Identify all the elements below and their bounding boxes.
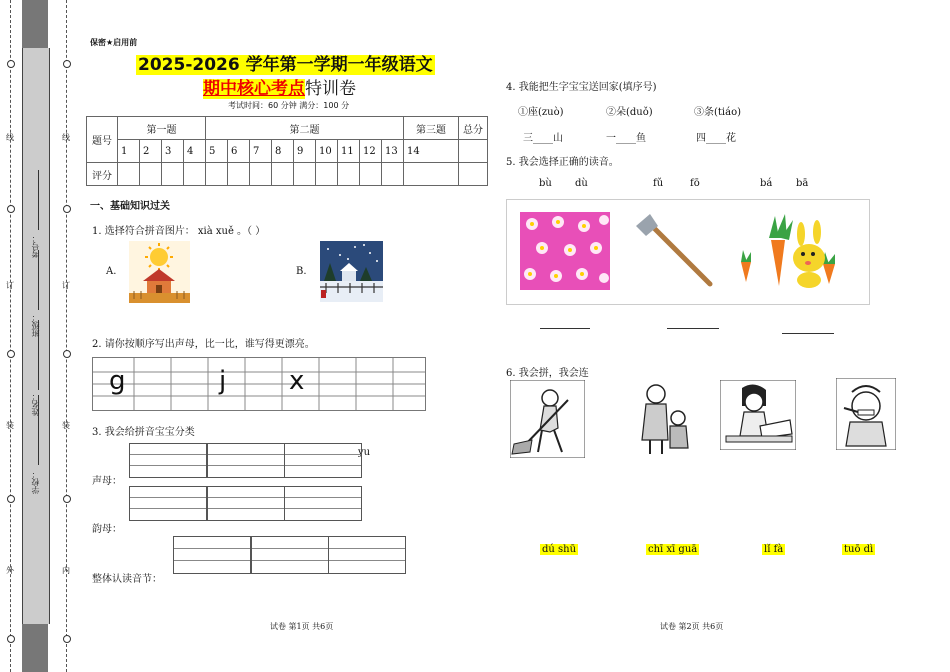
q5-answer-line[interactable] (667, 328, 719, 329)
q5-text: 5. 我会选择正确的读音。 (506, 157, 619, 168)
grandpa-child-image[interactable] (634, 380, 700, 456)
pinyin-letter: x (289, 366, 305, 396)
question-number: 13 (382, 140, 404, 163)
pinyin-letter: j (219, 366, 227, 396)
brushing-teeth-image[interactable] (836, 378, 896, 450)
initials-box[interactable] (207, 443, 285, 478)
whole-syllables-box[interactable] (328, 536, 406, 574)
seal-char: 订 (62, 281, 70, 290)
seal-circle (63, 495, 71, 503)
seal-char: 装 (62, 421, 70, 430)
q6-answer[interactable] (540, 537, 578, 556)
q3-text: 3. 我会给拼音宝宝分类 (92, 427, 195, 438)
title-line-2 (203, 74, 356, 99)
question-number: 14 (404, 140, 459, 163)
initials-box[interactable] (284, 443, 362, 478)
title-highlight: 期中核心考点 (203, 79, 305, 99)
finals-label: 韵母： (92, 524, 122, 535)
score-header-label: 题号 (87, 117, 118, 163)
snowy-night-image[interactable] (320, 241, 383, 302)
seal-char: 线 (62, 133, 70, 142)
score-header-part1: 第一题 (118, 117, 206, 140)
score-cell[interactable] (162, 163, 184, 186)
seal-char: 装 (6, 421, 14, 430)
exam-no-label: 考号： (31, 234, 40, 258)
q1-option-b-label: B. (296, 266, 307, 277)
seal-char: 订 (6, 281, 14, 290)
q6-answer-text: chī xī guā (648, 544, 698, 555)
seal-circle (63, 205, 71, 213)
q4-option: ①座(zuò) (518, 107, 564, 118)
question-number: 2 (140, 140, 162, 163)
seal-circle (63, 350, 71, 358)
score-header-part3: 第三题 (404, 117, 459, 140)
score-cell[interactable] (272, 163, 294, 186)
question-number: 5 (206, 140, 228, 163)
page1-footer: 试卷 第1页 共6页 (270, 622, 334, 631)
seal-char: 线 (6, 133, 14, 142)
school-label: 学校： (31, 470, 40, 494)
score-cell[interactable] (184, 163, 206, 186)
finals-box[interactable] (129, 486, 207, 521)
pinyin-letter: g (109, 366, 126, 396)
q6-answer-text: lǐ fà (764, 544, 784, 555)
score-cell[interactable] (360, 163, 382, 186)
score-table (86, 116, 488, 186)
score-cell[interactable] (338, 163, 360, 186)
class-field[interactable] (38, 250, 39, 310)
score-cell[interactable] (140, 163, 162, 186)
score-cell[interactable] (382, 163, 404, 186)
q5-pinyin[interactable]: bù (539, 178, 552, 189)
q5-pinyin[interactable]: bá (760, 178, 773, 189)
score-cell[interactable] (228, 163, 250, 186)
q4-text: 4. 我能把生字宝宝送回家(填序号) (506, 82, 657, 93)
seal-circle (63, 635, 71, 643)
section1-heading: 一、基础知识过关 (90, 201, 170, 212)
seal-circle (7, 205, 15, 213)
question-number: 11 (338, 140, 360, 163)
question-number: 9 (294, 140, 316, 163)
whole-syllables-label: 整体认读音节： (92, 574, 162, 585)
title-text-1: 2025-2026 学年第一学期一年级语文 (138, 55, 433, 75)
seal-char: 内 (62, 566, 70, 575)
q1-option-a-label: A. (106, 266, 117, 277)
title-rest: 特训卷 (305, 79, 356, 99)
reading-girl-image[interactable] (720, 380, 796, 450)
rabbit-radish-image[interactable] (737, 210, 843, 292)
q4-option: ②朵(duǒ) (606, 107, 653, 118)
q6-answer-text: dú shū (542, 544, 577, 555)
q5-pinyin[interactable]: fō (690, 178, 700, 189)
secret-label: 保密★启用前 (90, 38, 138, 47)
score-cell[interactable] (404, 163, 459, 186)
q5-pinyin[interactable]: fǔ (653, 178, 664, 189)
q1-text: 1. 选择符合拼音图片： xià xuě 。（ ） (92, 226, 266, 237)
q4-blank[interactable]: 一____鱼 (606, 133, 646, 144)
q5-pinyin[interactable]: bā (796, 178, 809, 189)
seal-circle (7, 350, 15, 358)
q6-answer[interactable] (646, 537, 699, 556)
question-number: 12 (360, 140, 382, 163)
finals-box[interactable] (284, 486, 362, 521)
q4-blank[interactable]: 四____花 (696, 133, 736, 144)
q2-writing-grid[interactable] (92, 357, 426, 411)
whole-syllables-box[interactable] (173, 536, 251, 574)
score-header-total: 总分 (459, 117, 488, 140)
q4-blank[interactable]: 三____山 (523, 133, 563, 144)
q6-answer[interactable] (842, 537, 875, 556)
finals-box[interactable] (207, 486, 285, 521)
sun-over-house-image[interactable] (129, 241, 190, 303)
q3-extra-letter: yu (358, 447, 371, 458)
q5-answer-line[interactable] (540, 328, 590, 329)
question-number: 1 (118, 140, 140, 163)
seal-char: 外 (6, 566, 14, 575)
score-cell[interactable] (294, 163, 316, 186)
question-number: 3 (162, 140, 184, 163)
question-number: 6 (228, 140, 250, 163)
class-label: 班级： (31, 313, 40, 337)
exam-info: 考试时间：60 分钟 满分：100 分 (228, 101, 350, 110)
q5-answer-line[interactable] (782, 333, 834, 334)
score-cell[interactable] (459, 163, 488, 186)
question-number: 7 (250, 140, 272, 163)
q6-answer-text: tuō dì (844, 544, 874, 555)
question-number: 10 (316, 140, 338, 163)
score-cell[interactable] (206, 163, 228, 186)
seal-circle (7, 60, 15, 68)
flower-cloth-image[interactable] (520, 212, 610, 290)
q4-option: ③条(tiáo) (694, 107, 742, 118)
binding-margin (0, 0, 78, 672)
exam-no-field[interactable] (38, 170, 39, 230)
score-cell[interactable] (316, 163, 338, 186)
score-cell (459, 140, 488, 163)
question-number: 4 (184, 140, 206, 163)
q5-pinyin[interactable]: dù (575, 178, 588, 189)
axe-image[interactable] (632, 212, 718, 290)
page2-footer: 试卷 第2页 共6页 (660, 622, 724, 631)
q6-text: 6. 我会拼，我会连 (506, 368, 589, 379)
sweeping-boy-image[interactable] (510, 380, 585, 458)
q6-answer[interactable] (762, 537, 785, 556)
whole-syllables-box[interactable] (251, 536, 329, 574)
initials-box[interactable] (129, 443, 207, 478)
name-label: 姓名： (31, 392, 40, 416)
q2-text: 2. 请你按顺序写出声母，比一比，谁写得更漂亮。 (92, 339, 315, 350)
seal-circle (63, 60, 71, 68)
initials-label: 声母： (92, 476, 122, 487)
binding-block-top (22, 0, 48, 48)
score-cell[interactable] (250, 163, 272, 186)
score-header-part2: 第二题 (206, 117, 404, 140)
seal-circle (7, 635, 15, 643)
title-line-1 (136, 50, 435, 75)
seal-circle (7, 495, 15, 503)
question-number: 8 (272, 140, 294, 163)
score-row-label: 评分 (87, 163, 118, 186)
binding-block-bottom (22, 624, 48, 672)
score-cell[interactable] (118, 163, 140, 186)
